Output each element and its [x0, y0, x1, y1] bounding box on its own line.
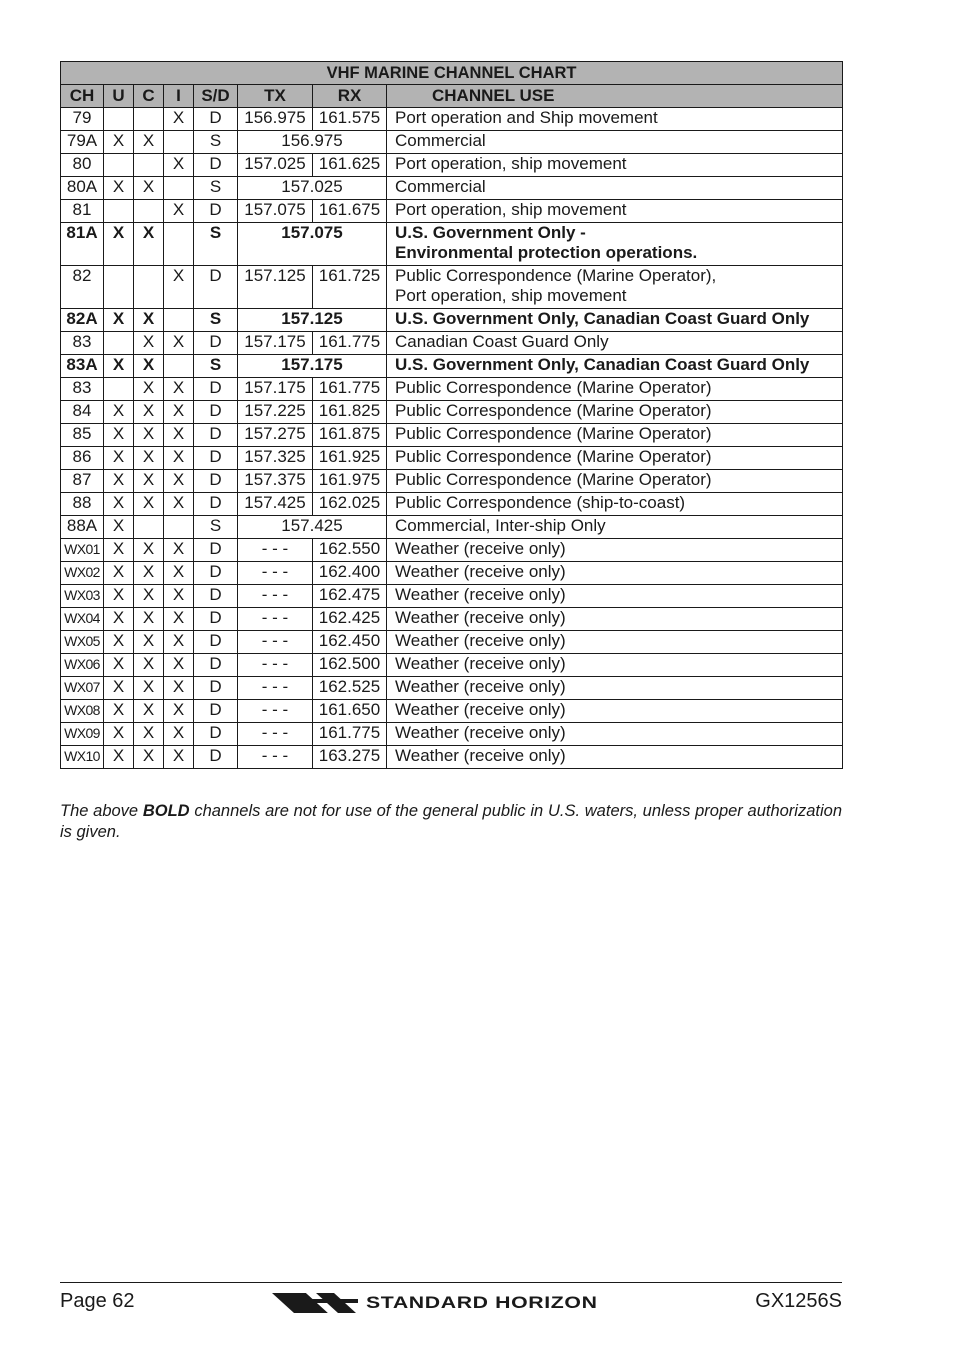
chart-title: VHF MARINE CHANNEL CHART [61, 62, 843, 85]
channel-use-line: Canadian Coast Guard Only [395, 332, 609, 351]
international-mode-mark: X [164, 562, 194, 585]
channel-row [61, 516, 843, 539]
channel-use-line: Public Correspondence (Marine Operator) [395, 401, 712, 420]
header-channel-use: CHANNEL USE [387, 85, 843, 108]
usa-mode-mark [104, 332, 134, 355]
channel-use [387, 562, 843, 585]
canada-mode-mark: X [134, 700, 164, 723]
channel-use-line: Commercial [395, 131, 486, 150]
rx-frequency: 161.775 [313, 378, 387, 401]
usa-mode-mark: X [104, 677, 134, 700]
simplex-duplex: D [194, 266, 238, 309]
international-mode-mark [164, 355, 194, 378]
canada-mode-mark: X [134, 539, 164, 562]
tx-rx-frequency: 157.025 [238, 177, 387, 200]
simplex-duplex: D [194, 447, 238, 470]
channel-use-line: Weather (receive only) [395, 723, 566, 742]
channel-number: WX01 [61, 539, 104, 562]
channel-use [387, 154, 843, 177]
channel-row [61, 608, 843, 631]
canada-mode-mark: X [134, 332, 164, 355]
channel-row [61, 378, 843, 401]
channel-number: WX06 [61, 654, 104, 677]
channel-use [387, 447, 843, 470]
channel-use-line: Weather (receive only) [395, 677, 566, 696]
simplex-duplex: D [194, 700, 238, 723]
channel-number: 80A [61, 177, 104, 200]
bold-channels-note [60, 801, 842, 843]
channel-use [387, 723, 843, 746]
channel-use [387, 223, 843, 266]
brand-name: STANDARD HORIZON [366, 1293, 598, 1312]
usa-mode-mark: X [104, 562, 134, 585]
channel-number: WX07 [61, 677, 104, 700]
channel-row [61, 700, 843, 723]
channel-row [61, 677, 843, 700]
international-mode-mark: X [164, 108, 194, 131]
header-ch: CH [61, 85, 104, 108]
rx-frequency: 161.975 [313, 470, 387, 493]
international-mode-mark: X [164, 332, 194, 355]
usa-mode-mark: X [104, 539, 134, 562]
rx-frequency: 162.475 [313, 585, 387, 608]
tx-frequency: 157.375 [238, 470, 313, 493]
tx-frequency: 157.275 [238, 424, 313, 447]
channel-use [387, 200, 843, 223]
usa-mode-mark [104, 154, 134, 177]
canada-mode-mark: X [134, 585, 164, 608]
standard-horizon-wave-logo-icon [272, 1291, 358, 1315]
canada-mode-mark: X [134, 309, 164, 332]
channel-number: WX03 [61, 585, 104, 608]
channel-use [387, 355, 843, 378]
channel-row [61, 746, 843, 769]
canada-mode-mark: X [134, 223, 164, 266]
channel-use-line: Port operation and Ship movement [395, 108, 658, 127]
international-mode-mark [164, 177, 194, 200]
international-mode-mark: X [164, 700, 194, 723]
rx-frequency: 162.450 [313, 631, 387, 654]
footer-divider [60, 1282, 842, 1283]
international-mode-mark: X [164, 585, 194, 608]
channel-number: 80 [61, 154, 104, 177]
simplex-duplex: D [194, 470, 238, 493]
usa-mode-mark [104, 200, 134, 223]
canada-mode-mark: X [134, 401, 164, 424]
simplex-duplex: D [194, 654, 238, 677]
simplex-duplex: D [194, 424, 238, 447]
canada-mode-mark: X [134, 447, 164, 470]
simplex-duplex: D [194, 608, 238, 631]
canada-mode-mark: X [134, 723, 164, 746]
header-tx: TX [238, 85, 313, 108]
channel-number: 82A [61, 309, 104, 332]
tx-frequency: - - - [238, 723, 313, 746]
usa-mode-mark: X [104, 223, 134, 266]
international-mode-mark: X [164, 608, 194, 631]
channel-number: 83 [61, 332, 104, 355]
channel-use [387, 266, 843, 309]
channel-number: WX05 [61, 631, 104, 654]
channel-use [387, 746, 843, 769]
channel-use [387, 516, 843, 539]
channel-use-line: Public Correspondence (Marine Operator), [395, 266, 717, 285]
channel-row [61, 631, 843, 654]
channel-number: 83 [61, 378, 104, 401]
channel-number: 88A [61, 516, 104, 539]
channel-use [387, 177, 843, 200]
channel-number: 83A [61, 355, 104, 378]
vhf-channel-chart [60, 61, 843, 769]
simplex-duplex: D [194, 200, 238, 223]
channel-number: 81 [61, 200, 104, 223]
channel-use [387, 378, 843, 401]
channel-use-line: Public Correspondence (Marine Operator) [395, 447, 712, 466]
channel-use [387, 309, 843, 332]
canada-mode-mark: X [134, 677, 164, 700]
channel-row [61, 309, 843, 332]
tx-frequency: - - - [238, 654, 313, 677]
channel-use-line: Weather (receive only) [395, 608, 566, 627]
canada-mode-mark: X [134, 746, 164, 769]
header-c: C [134, 85, 164, 108]
channel-use-line: Weather (receive only) [395, 539, 566, 558]
canada-mode-mark: X [134, 424, 164, 447]
brand-logo [272, 1291, 598, 1315]
tx-frequency: 157.425 [238, 493, 313, 516]
canada-mode-mark: X [134, 562, 164, 585]
channel-use-line: Weather (receive only) [395, 700, 566, 719]
rx-frequency: 161.925 [313, 447, 387, 470]
channel-use [387, 539, 843, 562]
international-mode-mark: X [164, 266, 194, 309]
tx-frequency: - - - [238, 608, 313, 631]
tx-frequency: 157.175 [238, 332, 313, 355]
simplex-duplex: D [194, 493, 238, 516]
usa-mode-mark: X [104, 516, 134, 539]
usa-mode-mark: X [104, 401, 134, 424]
channel-use-line: U.S. Government Only, Canadian Coast Guard Only [395, 309, 810, 328]
canada-mode-mark: X [134, 654, 164, 677]
usa-mode-mark: X [104, 309, 134, 332]
canada-mode-mark: X [134, 470, 164, 493]
tx-rx-frequency: 157.075 [238, 223, 387, 266]
channel-use-line: U.S. Government Only - [395, 223, 586, 242]
header-sd: S/D [194, 85, 238, 108]
canada-mode-mark: X [134, 131, 164, 154]
usa-mode-mark [104, 378, 134, 401]
channel-number: WX02 [61, 562, 104, 585]
simplex-duplex: D [194, 723, 238, 746]
rx-frequency: 162.400 [313, 562, 387, 585]
channel-number: 84 [61, 401, 104, 424]
page-number: Page 62 [60, 1290, 135, 1312]
rx-frequency: 161.725 [313, 266, 387, 309]
usa-mode-mark: X [104, 585, 134, 608]
tx-rx-frequency: 157.125 [238, 309, 387, 332]
header-rx: RX [313, 85, 387, 108]
channel-use [387, 608, 843, 631]
channel-use [387, 470, 843, 493]
channel-row [61, 470, 843, 493]
tx-frequency: 157.325 [238, 447, 313, 470]
tx-frequency: 157.175 [238, 378, 313, 401]
tx-frequency: - - - [238, 677, 313, 700]
international-mode-mark: X [164, 424, 194, 447]
international-mode-mark: X [164, 631, 194, 654]
simplex-duplex: D [194, 746, 238, 769]
international-mode-mark: X [164, 447, 194, 470]
channel-row [61, 131, 843, 154]
channel-row [61, 200, 843, 223]
channel-number: WX04 [61, 608, 104, 631]
usa-mode-mark: X [104, 700, 134, 723]
chart-body [61, 108, 843, 769]
canada-mode-mark: X [134, 378, 164, 401]
international-mode-mark [164, 223, 194, 266]
rx-frequency: 161.625 [313, 154, 387, 177]
rx-frequency: 161.875 [313, 424, 387, 447]
channel-use-line: Public Correspondence (Marine Operator) [395, 470, 712, 489]
channel-use [387, 631, 843, 654]
international-mode-mark [164, 309, 194, 332]
channel-use-line: Weather (receive only) [395, 631, 566, 650]
channel-use [387, 493, 843, 516]
note-bold-word: BOLD [142, 802, 190, 820]
usa-mode-mark [104, 108, 134, 131]
usa-mode-mark: X [104, 493, 134, 516]
canada-mode-mark: X [134, 355, 164, 378]
channel-number: 88 [61, 493, 104, 516]
canada-mode-mark [134, 266, 164, 309]
rx-frequency: 163.275 [313, 746, 387, 769]
usa-mode-mark: X [104, 424, 134, 447]
channel-use-line: Port operation, ship movement [395, 200, 627, 219]
international-mode-mark [164, 131, 194, 154]
channel-number: 79 [61, 108, 104, 131]
channel-number: 82 [61, 266, 104, 309]
simplex-duplex: S [194, 309, 238, 332]
channel-number: WX08 [61, 700, 104, 723]
channel-row [61, 424, 843, 447]
channel-use-line: Weather (receive only) [395, 746, 566, 765]
tx-frequency: - - - [238, 539, 313, 562]
channel-row [61, 654, 843, 677]
simplex-duplex: D [194, 631, 238, 654]
note-text-after: channels are not for use of the general public in U.S. waters, unless proper authorization is given. [60, 802, 842, 841]
channel-use-line: Weather (receive only) [395, 585, 566, 604]
usa-mode-mark: X [104, 470, 134, 493]
rx-frequency: 161.775 [313, 723, 387, 746]
canada-mode-mark: X [134, 177, 164, 200]
channel-row [61, 585, 843, 608]
international-mode-mark: X [164, 470, 194, 493]
channel-row [61, 355, 843, 378]
channel-use-line: Port operation, ship movement [395, 154, 627, 173]
tx-frequency: - - - [238, 746, 313, 769]
channel-use [387, 677, 843, 700]
rx-frequency: 161.775 [313, 332, 387, 355]
usa-mode-mark: X [104, 131, 134, 154]
international-mode-mark [164, 516, 194, 539]
channel-use-line: Public Correspondence (Marine Operator) [395, 424, 712, 443]
simplex-duplex: D [194, 677, 238, 700]
usa-mode-mark: X [104, 355, 134, 378]
channel-row [61, 177, 843, 200]
simplex-duplex: S [194, 223, 238, 266]
tx-rx-frequency: 156.975 [238, 131, 387, 154]
channel-row [61, 723, 843, 746]
tx-frequency: 156.975 [238, 108, 313, 131]
simplex-duplex: S [194, 177, 238, 200]
note-text-before: The above [60, 802, 143, 820]
channel-number: 85 [61, 424, 104, 447]
tx-frequency: 157.125 [238, 266, 313, 309]
channel-use [387, 585, 843, 608]
channel-use [387, 332, 843, 355]
international-mode-mark: X [164, 723, 194, 746]
tx-frequency: - - - [238, 585, 313, 608]
usa-mode-mark: X [104, 608, 134, 631]
canada-mode-mark [134, 516, 164, 539]
channel-use [387, 654, 843, 677]
channel-use [387, 401, 843, 424]
channel-use-line: Commercial, Inter-ship Only [395, 516, 606, 535]
rx-frequency: 162.525 [313, 677, 387, 700]
simplex-duplex: S [194, 516, 238, 539]
simplex-duplex: D [194, 562, 238, 585]
tx-frequency: - - - [238, 700, 313, 723]
simplex-duplex: D [194, 378, 238, 401]
usa-mode-mark: X [104, 177, 134, 200]
simplex-duplex: D [194, 539, 238, 562]
simplex-duplex: S [194, 131, 238, 154]
channel-row [61, 401, 843, 424]
international-mode-mark: X [164, 378, 194, 401]
channel-row [61, 332, 843, 355]
rx-frequency: 161.825 [313, 401, 387, 424]
simplex-duplex: D [194, 585, 238, 608]
simplex-duplex: D [194, 332, 238, 355]
usa-mode-mark: X [104, 654, 134, 677]
tx-frequency: - - - [238, 562, 313, 585]
tx-frequency: 157.225 [238, 401, 313, 424]
usa-mode-mark: X [104, 746, 134, 769]
channel-row [61, 447, 843, 470]
channel-row [61, 266, 843, 309]
channel-use [387, 424, 843, 447]
channel-number: 87 [61, 470, 104, 493]
rx-frequency: 161.575 [313, 108, 387, 131]
international-mode-mark: X [164, 654, 194, 677]
canada-mode-mark: X [134, 608, 164, 631]
international-mode-mark: X [164, 154, 194, 177]
rx-frequency: 162.025 [313, 493, 387, 516]
international-mode-mark: X [164, 200, 194, 223]
tx-rx-frequency: 157.175 [238, 355, 387, 378]
channel-use [387, 700, 843, 723]
canada-mode-mark: X [134, 631, 164, 654]
channel-number: WX10 [61, 746, 104, 769]
channel-number: 81A [61, 223, 104, 266]
tx-frequency: 157.075 [238, 200, 313, 223]
international-mode-mark: X [164, 493, 194, 516]
channel-row [61, 562, 843, 585]
tx-frequency: - - - [238, 631, 313, 654]
usa-mode-mark [104, 266, 134, 309]
channel-use [387, 108, 843, 131]
rx-frequency: 161.675 [313, 200, 387, 223]
channel-row [61, 493, 843, 516]
rx-frequency: 161.650 [313, 700, 387, 723]
rx-frequency: 162.425 [313, 608, 387, 631]
channel-row [61, 223, 843, 266]
simplex-duplex: D [194, 401, 238, 424]
model-number: GX1256S [755, 1290, 842, 1312]
canada-mode-mark [134, 154, 164, 177]
simplex-duplex: D [194, 154, 238, 177]
international-mode-mark: X [164, 677, 194, 700]
channel-row [61, 108, 843, 131]
usa-mode-mark: X [104, 631, 134, 654]
international-mode-mark: X [164, 539, 194, 562]
channel-use-line: U.S. Government Only, Canadian Coast Guard Only [395, 355, 810, 374]
usa-mode-mark: X [104, 723, 134, 746]
channel-use [387, 131, 843, 154]
simplex-duplex: S [194, 355, 238, 378]
channel-number: 86 [61, 447, 104, 470]
channel-use-line: Public Correspondence (ship-to-coast) [395, 493, 686, 512]
header-i: I [164, 85, 194, 108]
channel-use-line: Weather (receive only) [395, 654, 566, 673]
channel-number: 79A [61, 131, 104, 154]
channel-use-line: Commercial [395, 177, 486, 196]
usa-mode-mark: X [104, 447, 134, 470]
channel-row [61, 539, 843, 562]
tx-frequency: 157.025 [238, 154, 313, 177]
international-mode-mark: X [164, 746, 194, 769]
header-u: U [104, 85, 134, 108]
canada-mode-mark [134, 200, 164, 223]
simplex-duplex: D [194, 108, 238, 131]
channel-use-line: Environmental protection operations. [395, 243, 698, 262]
channel-use-line: Weather (receive only) [395, 562, 566, 581]
tx-rx-frequency: 157.425 [238, 516, 387, 539]
channel-row [61, 154, 843, 177]
channel-number: WX09 [61, 723, 104, 746]
rx-frequency: 162.550 [313, 539, 387, 562]
canada-mode-mark: X [134, 493, 164, 516]
channel-use-line: Public Correspondence (Marine Operator) [395, 378, 712, 397]
channel-use-line: Port operation, ship movement [395, 286, 627, 305]
rx-frequency: 162.500 [313, 654, 387, 677]
canada-mode-mark [134, 108, 164, 131]
international-mode-mark: X [164, 401, 194, 424]
